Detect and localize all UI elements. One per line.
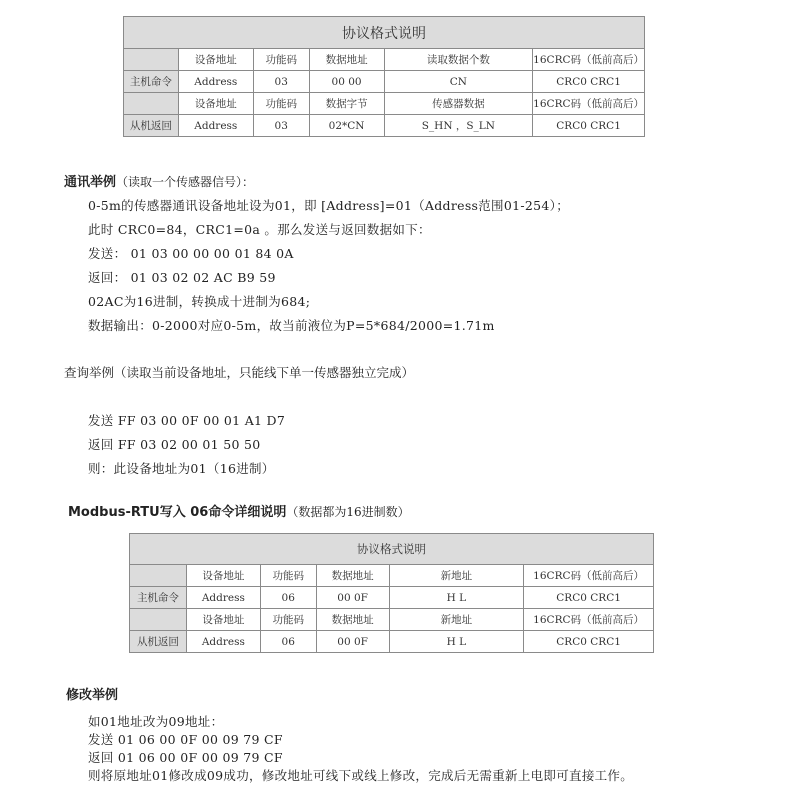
table-cell: 00 0F <box>316 631 389 653</box>
table-cell: 16CRC码（低前高后） <box>533 93 645 115</box>
query-line: 则：此设备地址为01（16进制） <box>88 461 275 476</box>
table-cell: CRC0 CRC1 <box>524 631 654 653</box>
table-cell: 16CRC码（低前高后） <box>524 609 654 631</box>
query-line: 发送 FF 03 00 0F 00 01 A1 D7 <box>88 413 286 428</box>
comm-line: 数据输出：0-2000对应0-5m，故当前液位为P=5*684/2000=1.71m <box>88 318 495 333</box>
table-cell: 功能码 <box>260 609 316 631</box>
table-row <box>130 565 654 587</box>
table-cell: 读取数据个数 <box>384 49 533 71</box>
comm-line: 02AC为16进制，转换成十进制为684; <box>88 294 311 309</box>
table-cell: S_HN ，S_LN <box>384 115 533 137</box>
query-example-heading: 查询举例（读取当前设备地址，只能线下单一传感器独立完成） <box>64 365 415 380</box>
row-header-slave: 从机返回 <box>124 115 179 137</box>
row-header-master: 主机命令 <box>130 587 187 609</box>
table-cell: 16CRC码（低前高后） <box>533 49 645 71</box>
row-header-empty <box>130 565 187 587</box>
table-cell: 传感器数据 <box>384 93 533 115</box>
table-cell: 00 0F <box>316 587 389 609</box>
comm-line: 0-5m的传感器通讯设备地址设为01，即 [Address]=01（Address范围01-254）； <box>88 198 569 213</box>
table-cell: 00 00 <box>309 71 384 93</box>
table-cell: 设备地址 <box>178 93 253 115</box>
table-cell: 数据字节 <box>309 93 384 115</box>
protocol-table-read-grid <box>123 16 645 137</box>
table-row <box>124 49 645 71</box>
table-cell: 06 <box>260 587 316 609</box>
row-header-slave: 从机返回 <box>130 631 187 653</box>
modify-line: 如01地址改为09地址： <box>88 714 224 729</box>
table-cell: 数据地址 <box>316 565 389 587</box>
table-cell: 新地址 <box>389 565 524 587</box>
table-cell: CN <box>384 71 533 93</box>
row-header-empty <box>130 609 187 631</box>
table-cell: H L <box>389 631 524 653</box>
comm-example-heading: 通讯举例（读取一个传感器信号）： <box>64 175 255 190</box>
row-header-empty <box>124 49 179 71</box>
protocol-table-write <box>129 533 654 653</box>
row-header-master: 主机命令 <box>124 71 179 93</box>
table-cell: 新地址 <box>389 609 524 631</box>
table-cell: 数据地址 <box>309 49 384 71</box>
table-title: 协议格式说明 <box>124 17 645 49</box>
row-header-empty <box>124 93 179 115</box>
table-cell: 16CRC码（低前高后） <box>524 565 654 587</box>
table-row <box>124 71 645 93</box>
table-row <box>124 93 645 115</box>
table-cell: H L <box>389 587 524 609</box>
comm-line: 发送： 01 03 00 00 00 01 84 0A <box>88 246 294 261</box>
table-row <box>124 115 645 137</box>
table-title: 协议格式说明 <box>130 534 654 565</box>
table-cell: 设备地址 <box>178 49 253 71</box>
modify-line: 则将原地址01修改成09成功，修改地址可线下或线上修改，完成后无需重新上电即可直接工作。 <box>88 768 634 783</box>
table-cell: 设备地址 <box>186 609 260 631</box>
table-cell: 数据地址 <box>316 609 389 631</box>
modbus-write-heading: Modbus-RTU写入 06命令详细说明（数据都为16进制数） <box>68 505 410 520</box>
table-cell: Address <box>186 587 260 609</box>
table-row <box>130 631 654 653</box>
table-cell: CRC0 CRC1 <box>533 71 645 93</box>
table-cell: 设备地址 <box>186 565 260 587</box>
table-row <box>130 587 654 609</box>
table-cell: 02*CN <box>309 115 384 137</box>
modify-example-heading: 修改举例 <box>66 688 119 703</box>
table-cell: 功能码 <box>260 565 316 587</box>
query-line: 返回 FF 03 02 00 01 50 50 <box>88 437 261 452</box>
table-cell: 03 <box>253 71 309 93</box>
table-cell: Address <box>178 115 253 137</box>
modify-line: 发送 01 06 00 0F 00 09 79 CF <box>88 732 283 747</box>
table-cell: CRC0 CRC1 <box>533 115 645 137</box>
table-cell: 06 <box>260 631 316 653</box>
comm-line: 返回： 01 03 02 02 AC B9 59 <box>88 270 276 285</box>
table-cell: 03 <box>253 115 309 137</box>
table-row <box>130 609 654 631</box>
comm-line: 此时 CRC0=84，CRC1=0a 。那么发送与返回数据如下： <box>88 222 431 237</box>
table-cell: Address <box>178 71 253 93</box>
table-cell: 功能码 <box>253 49 309 71</box>
table-cell: 功能码 <box>253 93 309 115</box>
table-cell: Address <box>186 631 260 653</box>
modify-line: 返回 01 06 00 0F 00 09 79 CF <box>88 750 283 765</box>
table-cell: CRC0 CRC1 <box>524 587 654 609</box>
